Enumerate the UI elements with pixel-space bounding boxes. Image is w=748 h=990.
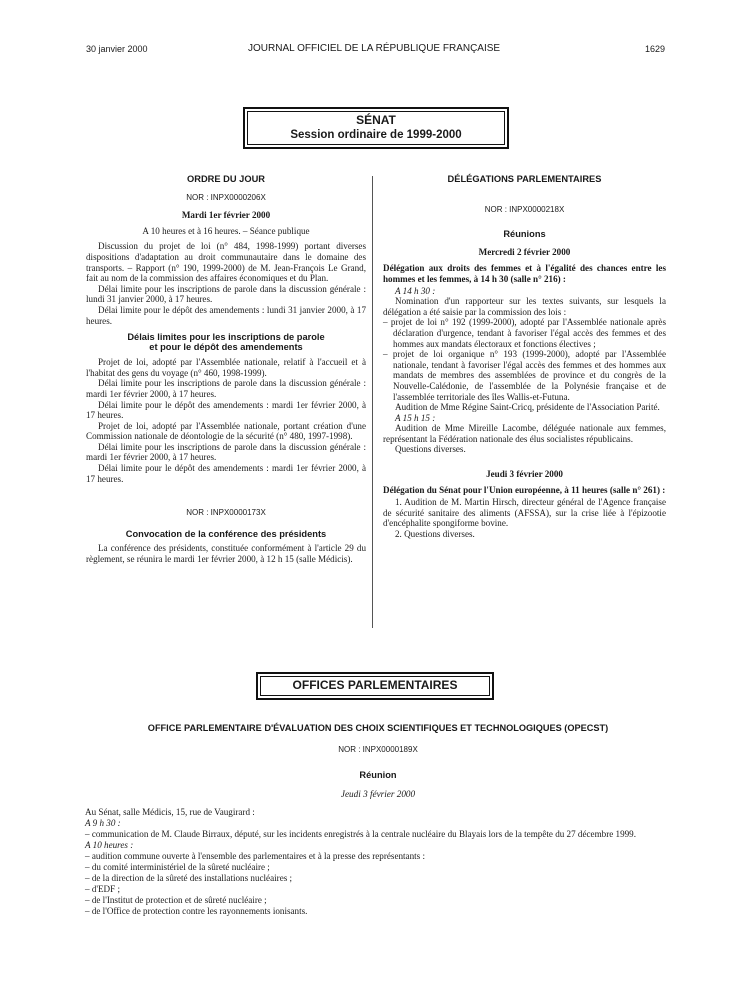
section-date: Mercredi 2 février 2000 (478, 246, 571, 257)
paragraph: Délai limite pour le dépôt des amendements : mardi 1er février 2000, à 17 heures. (86, 399, 366, 421)
list-item: – projet de loi organique n° 193 (1999-2000), adopté par l'Assemblée nationale, tendant à favoriser l'égal accès des femmes et des hommes aux mandats de membres des assemblées de province et du congrès de la Nouvelle-Calédonie, de l'assemblée de la Polynésie française et de l'assemblée territoriale des îles Wallis-et-Futuna. (383, 349, 666, 402)
delegation-heading: Délégation du Sénat pour l'Union européenne, à 11 heures (salle n° 261) : (383, 484, 666, 495)
list-item: 2. Questions diverses. (395, 529, 475, 540)
list-item: – de la direction de la sûreté des installations nucléaires ; (85, 873, 293, 883)
list-item: – du comité interministériel de la sûreté nucléaire ; (85, 862, 270, 872)
paragraph: Projet de loi, adopté par l'Assemblée nationale, relatif à l'accueil et à l'habitat des gens du voyage (n° 460, 1998-1999). (86, 357, 366, 378)
ordre-du-jour-title: ORDRE DU JOUR (187, 174, 265, 184)
list-item: – projet de loi n° 192 (1999-2000), adopté par l'Assemblée nationale après déclaration d'urgence, tendant à favoriser l'égal accès des femmes et des hommes aux mandats électoraux et fonctions électives ; (383, 317, 666, 349)
section-date: Jeudi 3 février 2000 (340, 789, 416, 799)
section-date: Mardi 1er février 2000 (181, 210, 271, 221)
column-divider (372, 176, 373, 628)
nor-ref: NOR : INPX0000189X (338, 745, 418, 754)
offices-box (256, 672, 494, 700)
time-label: A 10 heures : (85, 840, 134, 850)
reunions-heading: Réunions (503, 229, 546, 240)
session-title: Session ordinaire de 1999-2000 (290, 129, 462, 141)
seance-line: A 10 heures et à 16 heures. – Séance publique (142, 225, 310, 236)
senat-title: SÉNAT (356, 113, 396, 127)
paragraph: Délai limite pour le dépôt des amendements : lundi 31 janvier 2000, à 17 heures. (86, 304, 366, 326)
list-item: 1. Audition de M. Martin Hirsch, directeur général de l'Agence française de sécurité sanitaire des aliments (AFSSA), sur la crise liée à l'épizootie d'encéphalite spongiforme bovine. (383, 497, 666, 529)
time-label: A 9 h 30 : (85, 818, 121, 828)
paragraph: Nomination d'un rapporteur sur les textes suivants, sur lesquels la délégation a été saisie par la commission des lois : (383, 296, 666, 317)
opecst-title: OFFICE PARLEMENTAIRE D'ÉVALUATION DES CHOIX SCIENTIFIQUES ET TECHNOLOGIQUES (OPECST) (147, 723, 609, 733)
time-label: A 14 h 30 : (395, 285, 436, 296)
paragraph: Délai limite pour les inscriptions de parole dans la discussion générale : mardi 1er février 2000, à 17 heures. (86, 378, 366, 399)
list-item: – d'EDF ; (85, 884, 120, 894)
delegation-heading: Délégation aux droits des femmes et à l'égalité des chances entre les hommes et les femmes, à 14 h 30 (salle n° 216) : (383, 263, 666, 284)
paragraph: Audition de Mme Mireille Lacombe, déléguée nationale aux femmes, représentant la Fédération nationale des élus socialistes républicains. (383, 423, 666, 444)
time-label: A 15 h 15 : (395, 412, 436, 423)
nor-ref: NOR : INPX0000206X (186, 192, 266, 202)
list-item: – communication de M. Claude Birraux, député, sur les incidents enregistrés à la centrale nucléaire du Blayais lors de la tempête du 27 décembre 1999. (85, 829, 637, 839)
left-column (86, 174, 366, 565)
delais-title: Délais limites pour les inscriptions de parole et pour le dépôt des amendements (127, 332, 325, 353)
offices-list (85, 807, 671, 917)
paragraph: Délai limite pour les inscriptions de parole dans la discussion générale : mardi 1er février 2000, à 17 heures. (86, 441, 366, 463)
right-column (383, 174, 666, 540)
paragraph: Délai limite pour le dépôt des amendements : mardi 1er février 2000, à 17 heures. (86, 463, 366, 484)
paragraph: Questions diverses. (395, 444, 466, 455)
header-date: 30 janvier 2000 (86, 44, 148, 54)
paragraph: La conférence des présidents, constituée conformément à l'article 29 du règlement, se réunira le mardi 1er février 2000, à 12 h 15 (salle Médicis). (86, 543, 366, 565)
list-line: Au Sénat, salle Médicis, 15, rue de Vaugirard : (85, 807, 255, 817)
paragraph: Projet de loi, adopté par l'Assemblée nationale, portant création d'une Commission nationale de déontologie de la sécurité (n° 480, 1997-1998). (86, 420, 366, 442)
nor-ref: NOR : INPX0000218X (484, 204, 565, 214)
list-item: – audition commune ouverte à l'ensemble des parlementaires et à la presse des représentants : (85, 851, 426, 861)
offices-title: OFFICES PARLEMENTAIRES (292, 678, 458, 692)
paragraph: Délai limite pour les inscriptions de parole dans la discussion générale : lundi 31 janvier 2000, à 17 heures. (86, 283, 366, 305)
delegations-title: DÉLÉGATIONS PARLEMENTAIRES (447, 174, 602, 184)
list-item: – de l'Institut de protection et de sûreté nucléaire ; (85, 895, 267, 905)
page-number: 1629 (645, 44, 666, 54)
list-item: – de l'Office de protection contre les rayonnements ionisants. (85, 906, 308, 916)
journal-title: JOURNAL OFFICIEL DE LA RÉPUBLIQUE FRANÇAISE (248, 43, 501, 54)
reunion-heading: Réunion (359, 770, 397, 780)
paragraph: Discussion du projet de loi (n° 484, 1998-1999) portant diverses dispositions d'adaptation au droit communautaire dans le domaine des transports. – Rapport (n° 190, 1999-2000) de M. Jean-François Le Grand, fait au nom de la commission des affaires économiques et du Plan. (86, 241, 366, 284)
senat-box (243, 107, 509, 149)
nor-ref: NOR : INPX0000173X (186, 508, 266, 518)
section-date: Jeudi 3 février 2000 (486, 469, 563, 480)
paragraph: Audition de Mme Régine Saint-Cricq, présidente de l'Association Parité. (395, 402, 660, 413)
convocation-title: Convocation de la conférence des présidents (125, 528, 327, 539)
